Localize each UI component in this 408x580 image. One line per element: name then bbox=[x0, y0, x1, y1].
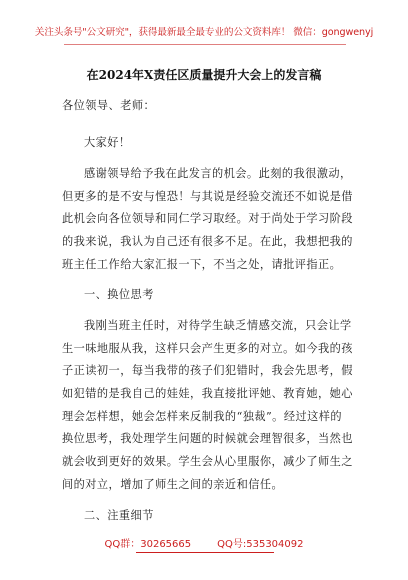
body-line: 间的对立，增加了师生之间的亲近和信任。 bbox=[62, 478, 284, 491]
body-line: 理会怎样想，她会怎样来反制我的“独裁”。经过这样的 bbox=[62, 410, 343, 423]
footer-qq-number: QQ号:535304092 bbox=[217, 539, 304, 550]
document-title: 在2024年X责任区质量提升大会上的发言稿 bbox=[86, 68, 322, 82]
body-line: 班主任工作给大家汇报一下，不当之处，请批评指正。 bbox=[62, 258, 342, 271]
section-heading: 一、换位思考 bbox=[84, 288, 154, 301]
body-line: 生一味地服从我，这样只会产生更多的对立。如今我的孩 bbox=[62, 342, 353, 355]
body-line: 子正读初一，每当我带的孩子们犯错时，我会先思考，假 bbox=[62, 364, 353, 377]
header-banner: 关注头条号"公文研究"，获得最新最全最专业的公文资料库！ 微信：gongwenyj bbox=[34, 27, 374, 38]
body-line: 就会收到更好的效果。学生会从心里服你，减少了师生之 bbox=[62, 455, 353, 468]
body-line: 换位思考，我处理学生问题的时候就会理智很多，当然也 bbox=[62, 432, 353, 445]
footer-qq-group: QQ群：30265665 bbox=[104, 539, 192, 550]
header-divider bbox=[64, 44, 346, 45]
section-heading: 二、注重细节 bbox=[84, 509, 154, 522]
greeting: 大家好！ bbox=[84, 136, 131, 149]
body-line: 如犯错的是我自己的娃娃，我直接批评她、教育她，她心 bbox=[62, 387, 353, 400]
body-line: 但更多的是不安与惶恐！与其说是经验交流还不如说是借 bbox=[62, 190, 353, 203]
body-line: 感谢领导给予我在此发言的机会。此刻的我很激动， bbox=[84, 167, 352, 180]
salutation: 各位领导、老师： bbox=[62, 99, 156, 112]
body-line: 的我来说，我认为自己还有很多不足。在此，我想把我的 bbox=[62, 235, 353, 248]
body-line: 此机会向各位领导和同仁学习取经。对于尚处于学习阶段 bbox=[62, 212, 353, 225]
body-line: 我刚当班主任时，对待学生缺乏情感交流，只会让学 bbox=[84, 319, 352, 332]
footer-underline bbox=[136, 552, 274, 553]
footer-contact bbox=[0, 535, 408, 550]
